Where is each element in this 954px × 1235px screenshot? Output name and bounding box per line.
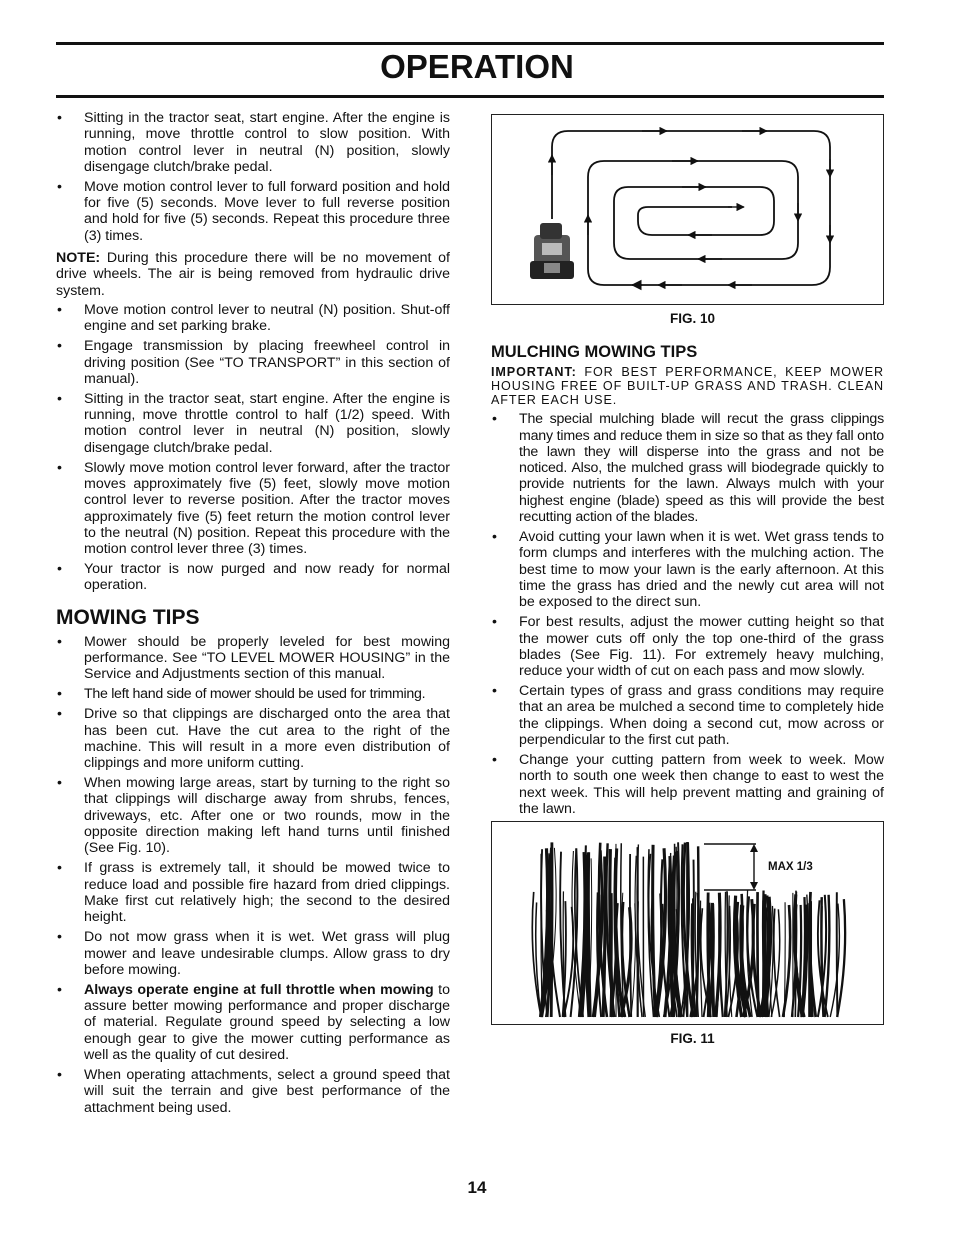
note-text: During this procedure there will be no movement of drive wheels. The air is being removed from hydraulic drive system. xyxy=(56,250,450,299)
fig11-grass-height xyxy=(491,821,884,1025)
mulching-tips-list xyxy=(491,411,884,817)
grass-height-diagram xyxy=(492,822,882,1023)
list-item: • The left hand side of mower should be used for trimming. xyxy=(56,686,450,702)
list-item: • When mowing large areas, start by turning to the right so that clippings will discharge away from shrubs, fences, driveways, etc. After one or two rounds, mow in the opposite direction making left hand turns until finished (See Fig. 10). xyxy=(56,775,450,856)
left-column xyxy=(56,110,450,1120)
fig10-caption: FIG. 10 xyxy=(669,311,715,326)
list-item: • Slowly move motion control lever forward, after the tractor moves approximately five (5) feet, slowly move motion control lever to reverse position. After the tractor moves approximately five (5) feet return the motion control lever to the neutral (N) position. Repeat this procedure with the motion control lever three (3) times. xyxy=(56,460,450,558)
list-item: • When operating attachments, select a ground speed that will suit the terrain and give best performance of the attachment being used. xyxy=(56,1067,450,1116)
list-item: • Drive so that clippings are discharged onto the area that has been cut. Have the cut area to the right of the machine. This will result in a more even distribution of clippings and more uniform cutting. xyxy=(56,706,450,771)
spacer xyxy=(491,327,884,343)
list-item: • Move motion control lever to neutral (N) position. Shut-off engine and set parking brake. xyxy=(56,302,450,335)
mulching-heading: MULCHING MOWING TIPS xyxy=(491,343,698,362)
fig10-mowing-pattern xyxy=(491,114,884,305)
top-rule xyxy=(56,42,884,45)
bold-instruction: Always operate engine at full throttle when mowing xyxy=(84,981,434,998)
list-item: • Sitting in the tractor seat, start engine. After the engine is running, move throttle control to slow position. With motion control lever in neutral (N) position, slowly disengage clutch/brake pedal. xyxy=(56,110,450,175)
list-item: • Engage transmission by placing freewheel control in driving position (See “TO TRANSPORT” in this section of manual). xyxy=(56,338,450,387)
list-item: • Move motion control lever to full forward position and hold for five (5) seconds. Move lever to full reverse position and hold for five (5) seconds. Repeat this procedure three (3) times. xyxy=(56,179,450,244)
important-label: IMPORTANT: xyxy=(491,365,577,380)
list-item: • Avoid cutting your lawn when it is wet. Wet grass tends to form clumps and interferes with the mulching action. The best time to mow your lawn is the early afternoon. At this time the grass has dried and the newly cut area will not be exposed to the direct sun. xyxy=(491,529,884,610)
max-cut-label: MAX 1/3 xyxy=(768,861,813,874)
mowing-tips-heading: MOWING TIPS xyxy=(56,605,200,629)
right-column xyxy=(491,114,884,1047)
list-item: • Sitting in the tractor seat, start engine. After the engine is running, move throttle control to half (1/2) speed. With motion control lever in neutral (N) position, slowly disengage clutch/brake pedal. xyxy=(56,391,450,456)
list-item: • Do not mow grass when it is wet. Wet grass will plug mower and leave undesirable clumps. Allow grass to dry before mowing. xyxy=(56,929,450,978)
instruction-rest: to assure better mowing performance and proper discharge of material. Regulate ground speed by selecting a low enough gear to give the mower cutting performance as well as the quality of cut desired. xyxy=(84,981,450,1063)
mowing-tips-list xyxy=(56,634,450,1116)
purge-steps-list-b xyxy=(56,302,450,594)
list-item: • Your tractor is now purged and now ready for normal operation. xyxy=(56,561,450,594)
mowing-pattern-diagram xyxy=(492,115,882,303)
title-underline xyxy=(56,95,884,98)
important-text: FOR BEST PERFORMANCE, KEEP MOWER HOUSING FREE OF BUILT-UP GRASS AND TRASH. CLEAN AFTER EACH USE. xyxy=(491,365,884,408)
list-item: • Change your cutting pattern from week to week. Mow north to south one week then change to east to west the next week. This will help prevent matting and graining of the lawn. xyxy=(491,752,884,817)
purge-steps-list-a xyxy=(56,110,450,244)
list-item: • For best results, adjust the mower cutting height so that the mower cuts off only the top one-third of the grass blades (See Fig. 11). For extremely heavy mulching, reduce your width of cut on each pass and mow slowly. xyxy=(491,614,884,679)
page-number: 14 xyxy=(467,1178,487,1197)
note-label: NOTE: xyxy=(56,250,101,267)
note-paragraph xyxy=(56,250,450,299)
list-item: • Mower should be properly leveled for best mowing performance. See “TO LEVEL MOWER HOUSING” in the Service and Adjustments section of this manual. xyxy=(56,634,450,683)
list-item: • The special mulching blade will recut the grass clippings many times and reduce them in size so that as they fall onto the lawn they will disperse into the grass and not be noticed. Also, the mulched grass will biodegrade quickly to provide nutrients for the lawn. Always mulch with your highest engine (blade) speed as this will provide the best recutting action of the blades. xyxy=(491,411,884,525)
list-item xyxy=(56,982,450,1063)
page-title: OPERATION xyxy=(380,48,574,85)
important-paragraph xyxy=(491,365,884,407)
fig11-caption: FIG. 11 xyxy=(670,1031,715,1047)
list-item: • If grass is extremely tall, it should be mowed twice to reduce load and possible fire hazard from dried clippings. Make first cut relatively high; the second to the desired height. xyxy=(56,860,450,925)
list-item: • Certain types of grass and grass conditions may require that an area be mulched a second time to completely hide the clippings. When doing a second cut, mow across or perpendicular to the first cut path. xyxy=(491,683,884,748)
tractor-icon xyxy=(530,223,574,279)
